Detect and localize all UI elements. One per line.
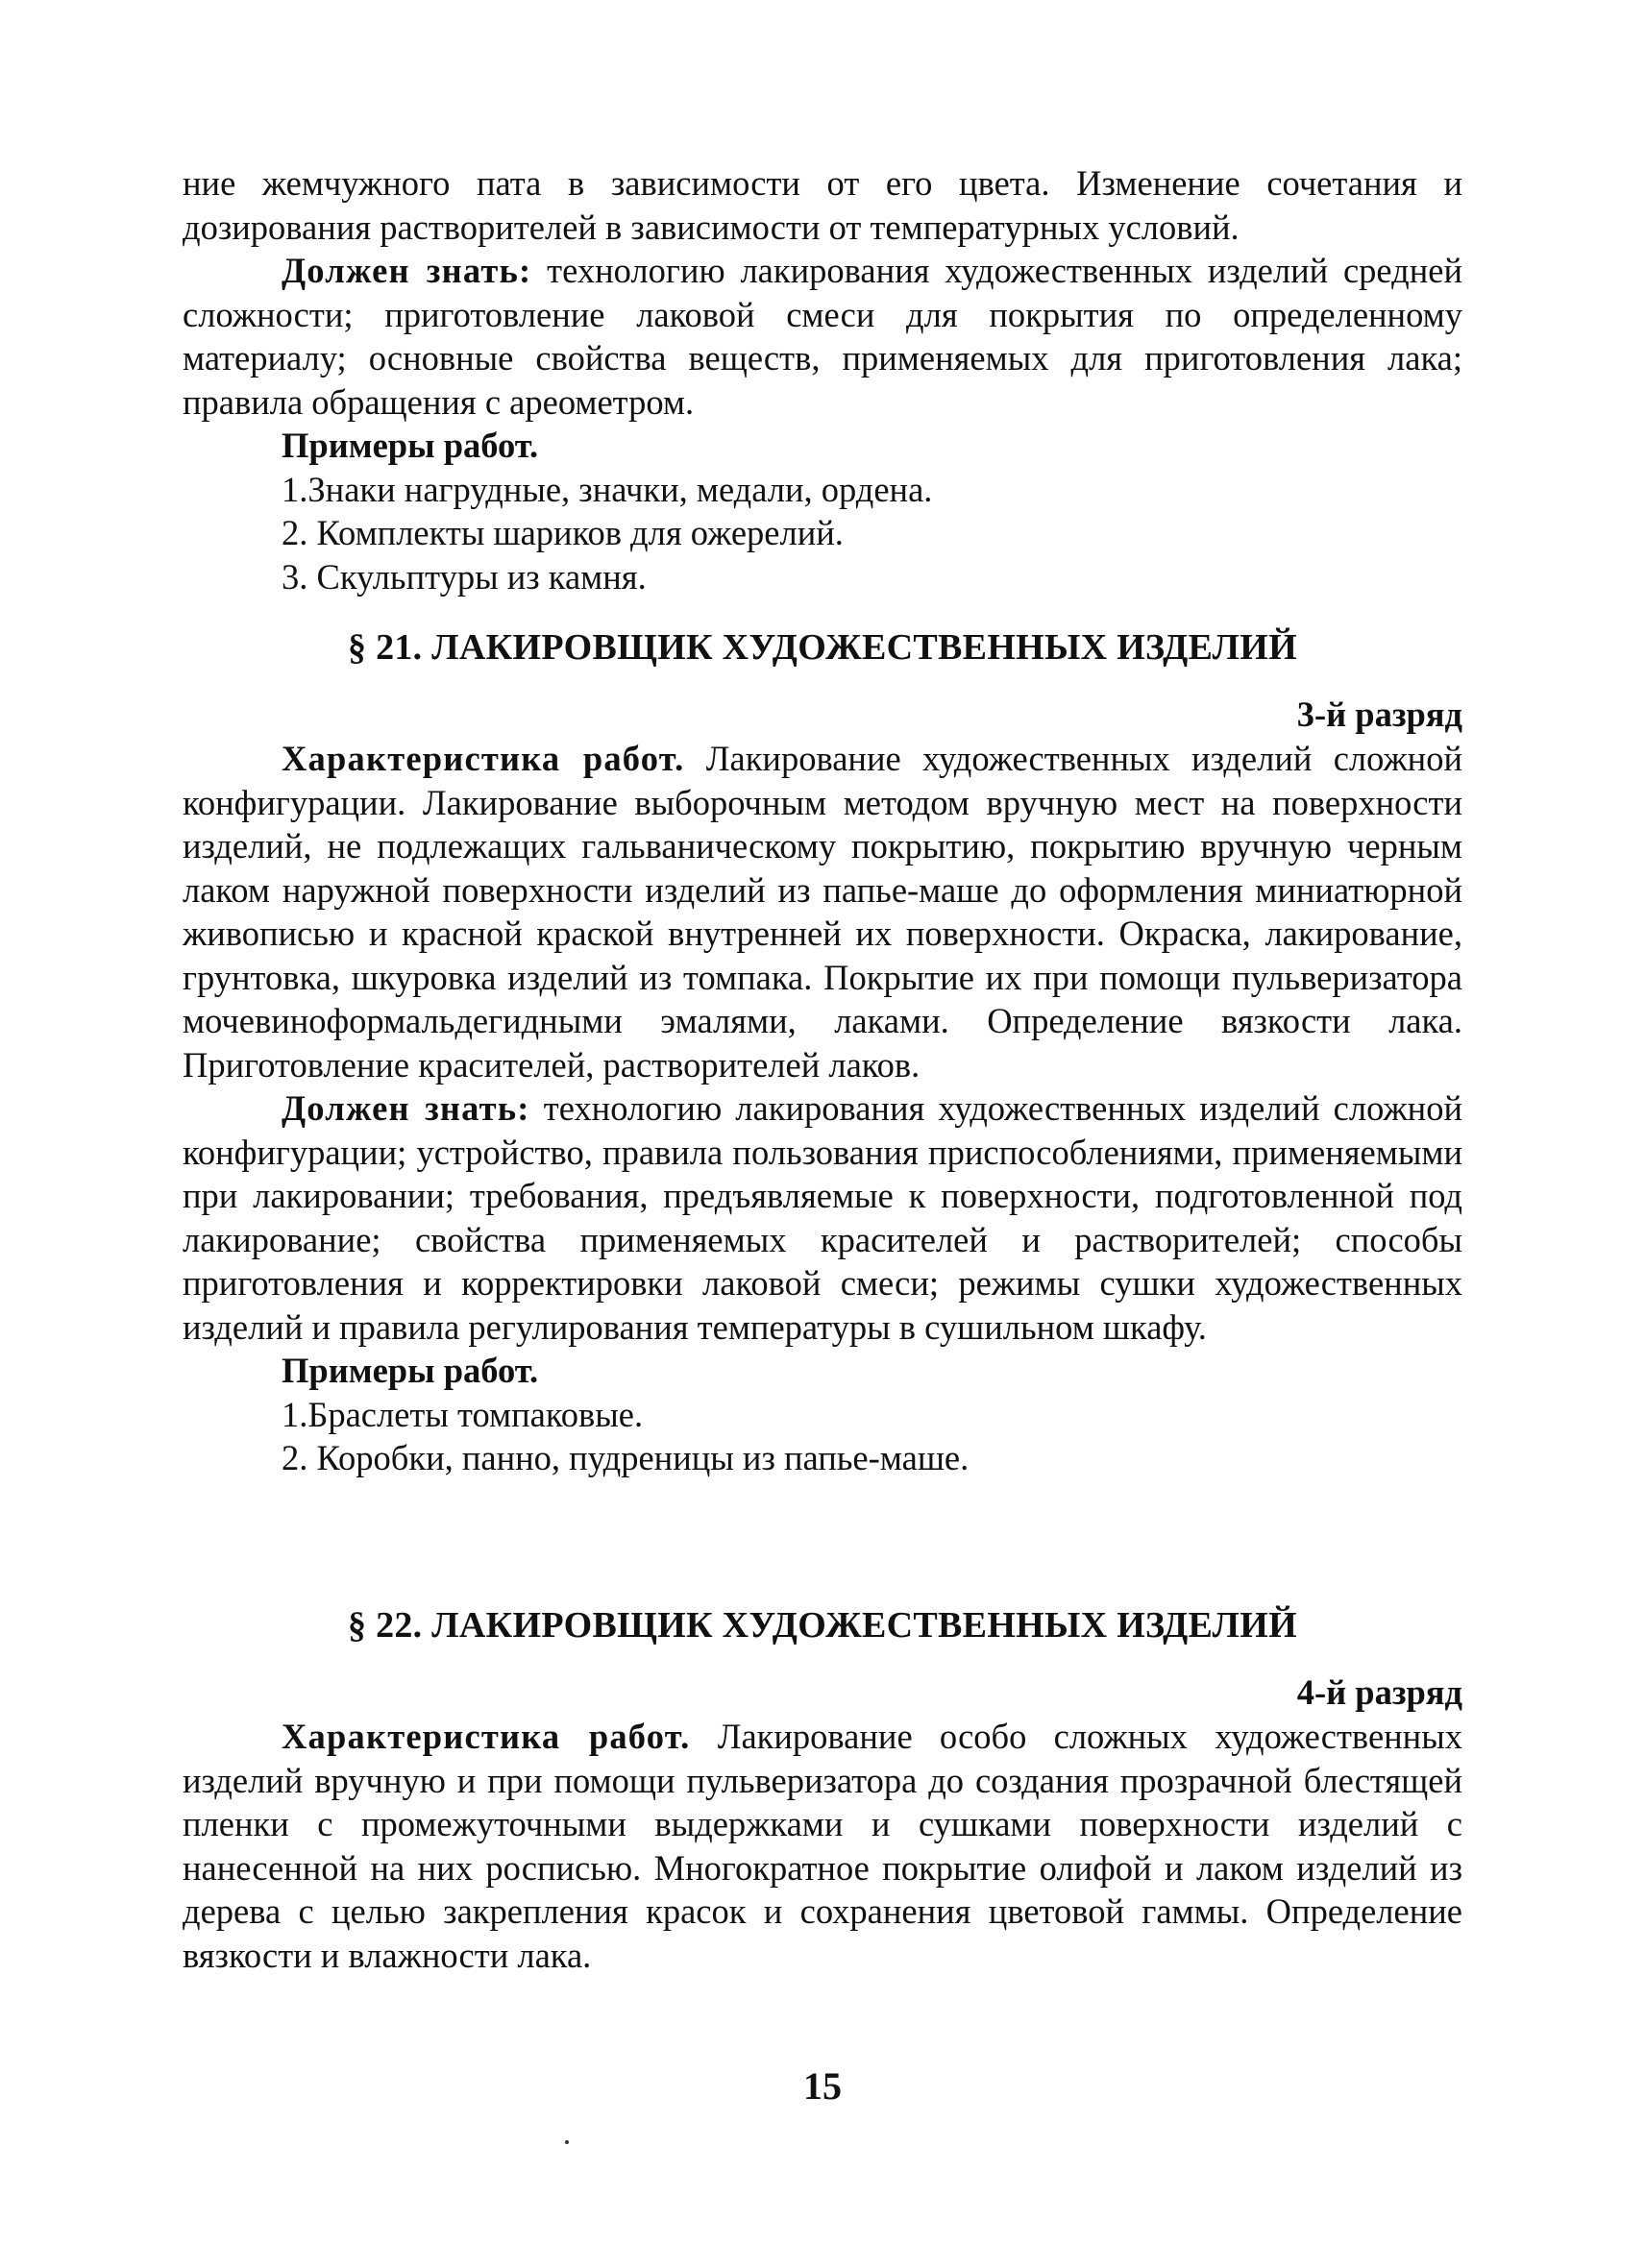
examples-label: Примеры работ. — [282, 426, 539, 465]
examples-label: Примеры работ. — [282, 1351, 539, 1390]
characteristics-text: Лакирование художественных изделий сложной конфигурации. Лакирование выборочным методом вручную мест на поверхности изделий, не подлежащих гальваническому покрытию, покрытию вручную черным лаком наружной поверхности изделий из папье-маше до оформления миниатюрной живописью и красной краской внутренней их поверхности. Окраска, лакирование, грунтовка, шкуровка изделий из томпака. Покрытие их при помощи пульверизатора мочевиноформальдегидными эмалями, лаками. Определение вязкости лака. Приготовление красителей, растворителей лаков. — [183, 739, 1462, 1085]
section-22-body — [183, 1715, 1462, 1977]
must-know-label: Должен знать: — [282, 251, 532, 290]
must-know-paragraph — [183, 1086, 1462, 1349]
characteristics-label: Характеристика работ. — [282, 1717, 691, 1756]
characteristics-paragraph — [183, 1715, 1462, 1977]
section-21-body — [183, 737, 1462, 1480]
example-item: 2. Комплекты шариков для ожерелий. — [282, 513, 844, 552]
scan-speck — [565, 2140, 569, 2144]
must-know-text: технологию лакирования художественных изделий средней сложности; приготовление лаковой смеси для покрытия по определенному материалу; основные свойства веществ, применяемых для приготовления лака; правила обращения с ареометром. — [183, 251, 1462, 422]
example-item: 2. Коробки, панно, пудреницы из папье-маше. — [282, 1438, 970, 1477]
continuation-paragraph: ние жемчужного пата в зависимости от его цвета. Изменение сочетания и дозирования растворителей в зависимости от температурных условий. — [183, 163, 1462, 247]
characteristics-paragraph — [183, 737, 1462, 1086]
characteristics-label: Характеристика работ. — [282, 739, 685, 778]
example-item: 3. Скульптуры из камня. — [282, 556, 647, 597]
characteristics-text: Лакирование особо сложных художественных изделий вручную и при помощи пульверизатора до создания прозрачной блестящей пленки с промежуточными выдержками и сушками поверхности изделий с нанесенной на них росписью. Многократное покрытие олифой и лаком изделий из дерева с целью закрепления красок и сохранения цветовой гаммы. Определение вязкости и влажности лака. — [183, 1717, 1462, 1975]
section-22-grade: 4-й разряд — [1296, 1672, 1462, 1712]
example-item: 1.Знаки нагрудные, значки, медали, ордена. — [282, 469, 933, 509]
top-text-block — [183, 161, 1462, 598]
page-number: 15 — [803, 2064, 842, 2108]
must-know-label: Должен знать: — [282, 1088, 530, 1128]
section-22-heading: § 22. ЛАКИРОВЩИК ХУДОЖЕСТВЕННЫХ ИЗДЕЛИЙ — [347, 1605, 1298, 1646]
must-know-text: технологию лакирования художественных изделий сложной конфигурации; устройство, правила пользования приспособлениями, применяемыми при лакировании; требования, предъявляемые к поверхности, подготовленной под лакирование; свойства применяемых красителей и растворителей; способы приготовления и корректировки лаковой смеси; режимы сушки художественных изделий и правила регулирования температуры в сушильном шкафу. — [183, 1088, 1462, 1347]
example-item: 1.Браслеты томпаковые. — [282, 1394, 644, 1434]
must-know-paragraph — [183, 249, 1462, 424]
section-21-heading: § 21. ЛАКИРОВЩИК ХУДОЖЕСТВЕННЫХ ИЗДЕЛИЙ — [347, 627, 1298, 668]
section-21-grade: 3-й разряд — [1296, 695, 1462, 734]
